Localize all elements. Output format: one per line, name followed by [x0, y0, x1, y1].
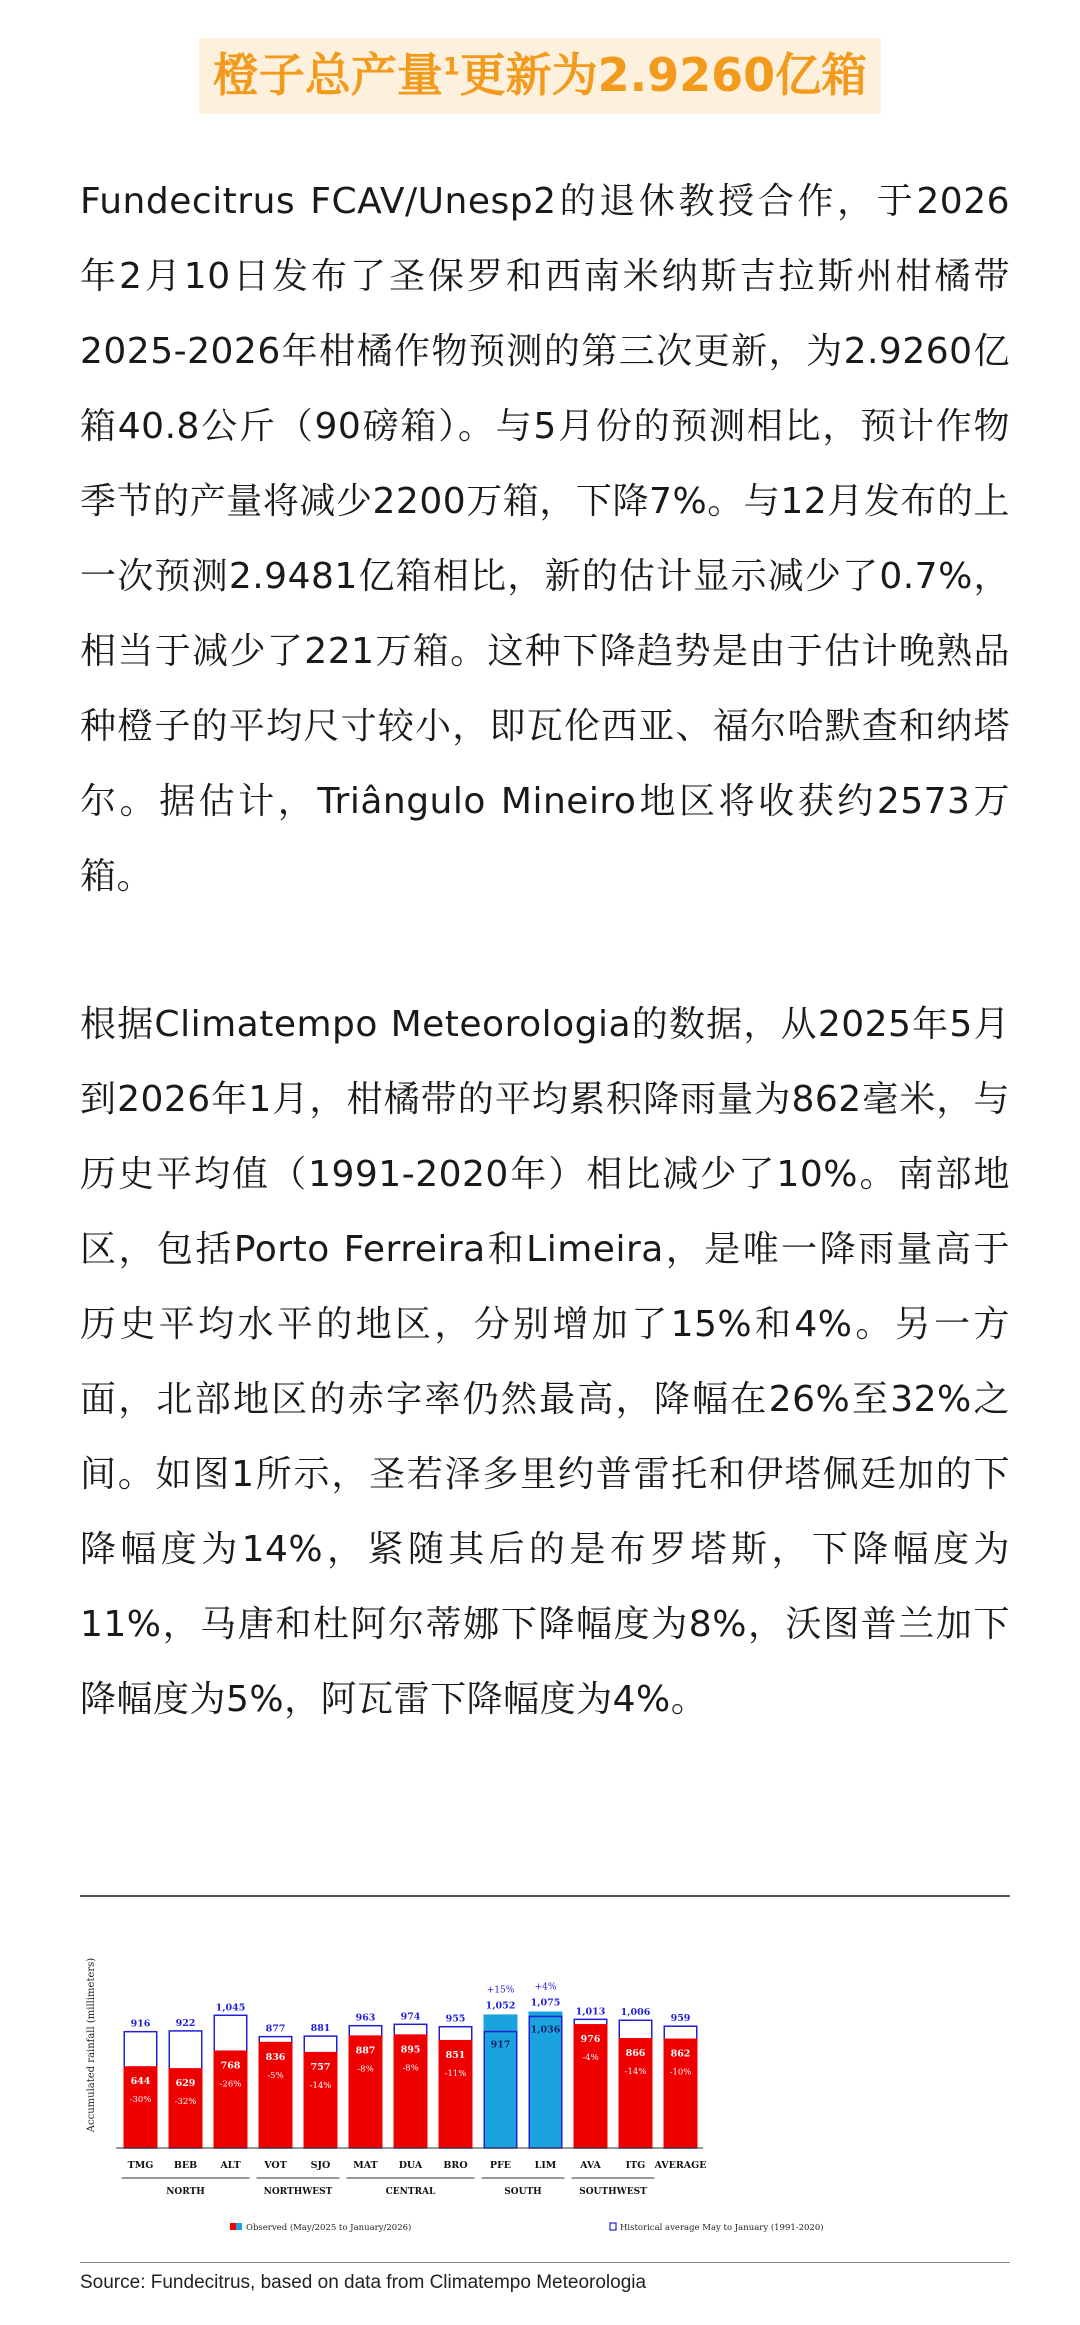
- change-label-PFE: +15%: [486, 1985, 515, 1996]
- observed-value-BRO: 851: [445, 2049, 466, 2061]
- title-rest: 更新为2.9260亿箱: [459, 48, 868, 102]
- category-label-LIM: LIM: [534, 2160, 557, 2171]
- observed-value-ALT: 768: [220, 2060, 241, 2072]
- historical-value-TMG: 916: [130, 2018, 151, 2030]
- title-footnote-mark: 1: [442, 52, 460, 81]
- change-label-DUA: -8%: [402, 2063, 419, 2074]
- change-label-AVERAGE: -10%: [669, 2067, 692, 2078]
- category-label-AVERAGE: AVERAGE: [654, 2160, 707, 2171]
- observed-value-AVERAGE: 862: [670, 2048, 691, 2060]
- rainfall-chart: [80, 1900, 1010, 2260]
- observed-value-MAT: 887: [355, 2045, 376, 2057]
- observed-value-DUA: 895: [400, 2044, 421, 2056]
- change-label-BEB: -32%: [174, 2097, 197, 2108]
- historical-value-VOT: 877: [265, 2023, 286, 2035]
- historical-value-SJO: 881: [310, 2023, 331, 2035]
- paragraph-forecast: Fundecitrus FCAV/Unesp2的退休教授合作，于2026年2月10日发布了圣保罗和西南米纳斯吉拉斯州柑橘带2025-2026年柑橘作物预测的第三次更新，为2.9260亿箱40.8公斤（90磅箱）。与5月份的预测相比，预计作物季节的产量将减少2200万箱，下降7%。与12月发布的上一次预测2.9481亿箱相比，新的估计显示减少了0.7%，相当于减少了221万箱。这种下降趋势是由于估计晚熟品种橙子的平均尺寸较小，即瓦伦西亚、福尔哈默查和纳塔尔。据估计，Triângulo Mineiro地区将收获约2573万箱。: [80, 181, 1010, 897]
- change-label-ITG: -14%: [624, 2067, 647, 2078]
- observed-value-AVA: 976: [580, 2034, 601, 2046]
- category-label-SJO: SJO: [310, 2160, 331, 2171]
- category-label-TMG: TMG: [127, 2160, 154, 2171]
- legend-swatch-surplus: [236, 2223, 242, 2230]
- category-label-AVA: AVA: [580, 2160, 601, 2171]
- legend-observed: Observed (May/2025 to January/2026): [246, 2223, 412, 2233]
- chart-top-rule: [80, 1895, 1010, 1897]
- historical-value-ITG: 1,006: [620, 2007, 651, 2019]
- historical-value-LIM: 1,036: [530, 2024, 561, 2036]
- source-note: Source: Fundecitrus, based on data from Climatempo Meteorologia: [80, 2272, 647, 2293]
- historical-value-PFE: 917: [490, 2039, 511, 2051]
- historical-value-AVA: 1,013: [575, 2006, 606, 2018]
- category-label-BRO: BRO: [443, 2160, 468, 2171]
- region-label-south: SOUTH: [504, 2187, 542, 2197]
- observed-value-ITG: 866: [625, 2048, 646, 2060]
- historical-value-AVERAGE: 959: [670, 2013, 691, 2025]
- bar-observed-PFE: [484, 2014, 518, 2148]
- change-label-BRO: -11%: [444, 2068, 467, 2079]
- category-label-ITG: ITG: [625, 2160, 646, 2171]
- observed-value-SJO: 757: [310, 2061, 331, 2073]
- category-label-VOT: VOT: [264, 2160, 287, 2171]
- observed-value-TMG: 644: [130, 2076, 151, 2088]
- category-label-BEB: BEB: [173, 2160, 198, 2171]
- change-label-LIM: +4%: [534, 1982, 557, 1993]
- legend-swatch-historical: [610, 2223, 616, 2230]
- observed-value-PFE: 1,052: [485, 2000, 516, 2012]
- paragraph-rainfall: 根据Climatempo Meteorologia的数据，从2025年5月到2026年1月，柑橘带的平均累积降雨量为862毫米，与历史平均值（1991-2020年）相比减少了10%。南部地区，包括Porto Ferreira和Limeira，是唯一降雨量高于历史平均水平的地区，分别增加了15%和4%。另一方面，北部地区的赤字率仍然最高，降幅在26%至32%之间。如图1所示，圣若泽多里约普雷托和伊塔佩廷加的下降幅度为14%，紧随其后的是布罗塔斯，下降幅度为11%，马唐和杜阿尔蒂娜下降幅度为8%，沃图普兰加下降幅度为5%，阿瓦雷下降幅度为4%。: [80, 1004, 1010, 1720]
- change-label-AVA: -4%: [582, 2053, 599, 2064]
- change-label-TMG: -30%: [129, 2095, 152, 2106]
- observed-value-LIM: 1,075: [530, 1997, 561, 2009]
- region-label-northwest: NORTHWEST: [263, 2187, 333, 2197]
- change-label-VOT: -5%: [267, 2070, 284, 2081]
- category-label-ALT: ALT: [220, 2160, 241, 2171]
- category-label-DUA: DUA: [398, 2160, 423, 2171]
- historical-value-ALT: 1,045: [215, 2002, 246, 2014]
- title-main: 橙子总产量: [212, 48, 443, 102]
- page-title: [199, 38, 881, 114]
- chart-bottom-rule: [80, 2262, 1010, 2263]
- historical-value-BRO: 955: [445, 2013, 466, 2025]
- title-wrap: [0, 38, 1080, 114]
- change-label-MAT: -8%: [357, 2064, 374, 2075]
- legend-swatch-deficit: [230, 2223, 236, 2230]
- observed-value-BEB: 629: [175, 2078, 196, 2090]
- region-label-central: CENTRAL: [385, 2187, 436, 2197]
- change-label-ALT: -26%: [219, 2079, 242, 2090]
- category-label-MAT: MAT: [353, 2160, 378, 2171]
- region-label-north: NORTH: [166, 2187, 205, 2197]
- historical-value-DUA: 974: [400, 2011, 421, 2023]
- category-label-PFE: PFE: [489, 2160, 512, 2171]
- historical-value-BEB: 922: [175, 2017, 196, 2029]
- y-axis-label: Accumulated rainfall (millimeters): [86, 1957, 97, 2133]
- change-label-SJO: -14%: [309, 2080, 332, 2091]
- observed-value-VOT: 836: [265, 2051, 286, 2063]
- historical-value-MAT: 963: [355, 2012, 376, 2024]
- region-label-southwest: SOUTHWEST: [579, 2187, 647, 2197]
- legend-historical: Historical average May to January (1991-2020): [620, 2223, 824, 2233]
